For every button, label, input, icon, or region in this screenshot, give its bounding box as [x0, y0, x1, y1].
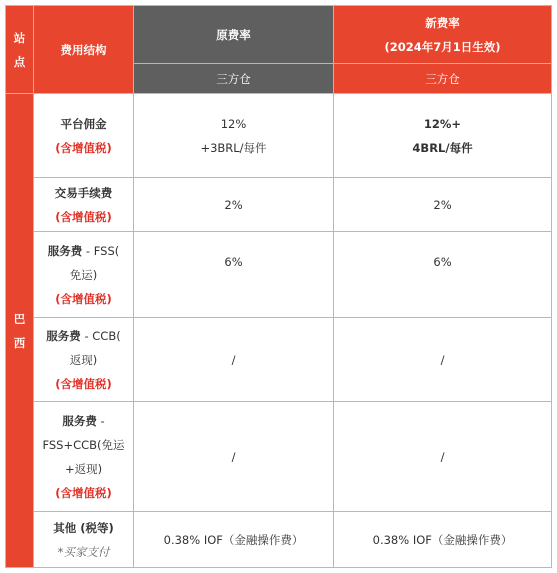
new-value: 2% [334, 178, 552, 232]
new-value: 6% [334, 232, 552, 318]
site-brazil: 巴 西 [6, 94, 34, 568]
original-value: / [134, 318, 334, 402]
table-row [6, 178, 552, 232]
original-value: / [134, 402, 334, 512]
fee-label: 交易手续费 (含增值税) [34, 178, 134, 232]
fee-rate-table [5, 5, 552, 568]
header-row [6, 6, 552, 64]
table-row [6, 512, 552, 568]
fee-label: 平台佣金 (含增值税) [34, 94, 134, 178]
table-row [6, 94, 552, 178]
original-value: 2% [134, 178, 334, 232]
new-value: 0.38% IOF（金融操作费） [334, 512, 552, 568]
new-warehouse-label: 三方仓 [334, 64, 552, 94]
original-rate-header: 原费率 [134, 6, 334, 64]
table-row [6, 402, 552, 512]
fee-label: 服务费 - CCB( 返现) (含增值税) [34, 318, 134, 402]
site-header: 站 点 [6, 6, 34, 94]
original-value: 6% [134, 232, 334, 318]
new-value: / [334, 402, 552, 512]
new-rate-header: 新费率 (2024年7月1日生效) [334, 6, 552, 64]
new-value: / [334, 318, 552, 402]
fee-structure-header: 费用结构 [34, 6, 134, 94]
table-row [6, 318, 552, 402]
original-warehouse-label: 三方仓 [134, 64, 334, 94]
fee-label: 其他 (税等) *买家支付 [34, 512, 134, 568]
fee-table-container [5, 5, 552, 568]
original-value: 0.38% IOF（金融操作费） [134, 512, 334, 568]
fee-label: 服务费 - FSS+CCB(免运 +返现) (含增值税) [34, 402, 134, 512]
fee-label: 服务费 - FSS( 免运) (含增值税) [34, 232, 134, 318]
original-value: 12% +3BRL/每件 [134, 94, 334, 178]
new-value: 12%+ 4BRL/每件 [334, 94, 552, 178]
table-row [6, 232, 552, 318]
